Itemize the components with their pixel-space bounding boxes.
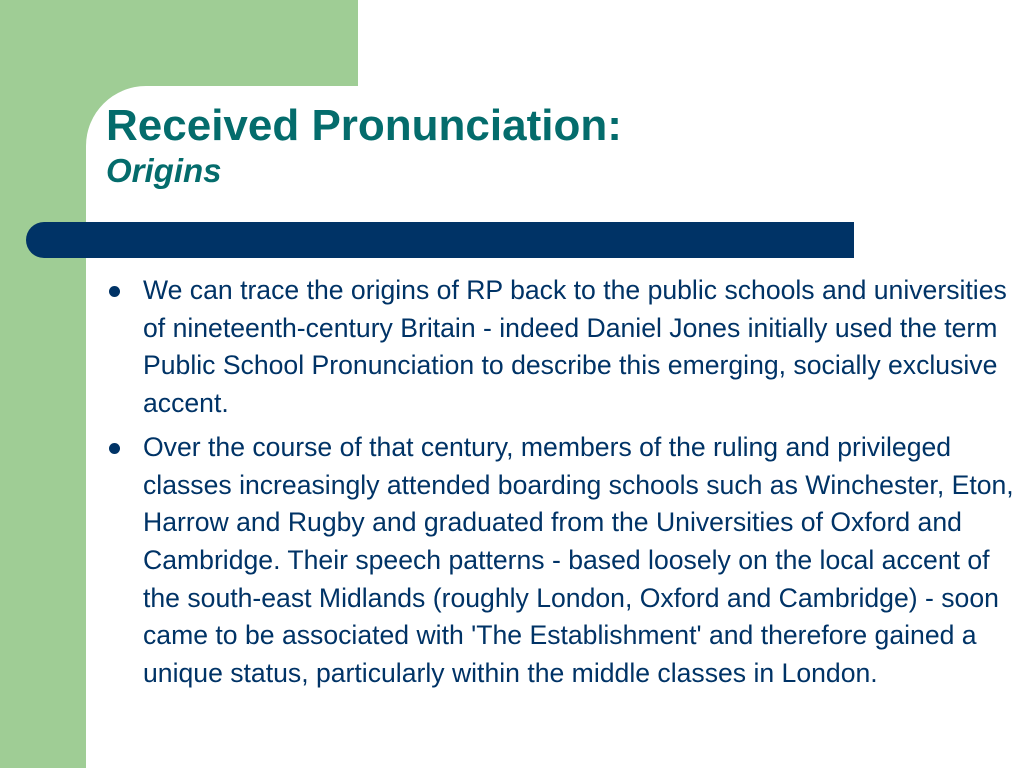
bullet-list: [106, 272, 1016, 699]
slide-title: Received Pronunciation:: [106, 101, 622, 150]
bullet-dot-icon: [109, 443, 120, 454]
bullet-item: [106, 429, 1016, 693]
bullet-text: Over the course of that century, members of the ruling and privileged classes increasingly attended boarding schools such as Winchester, Eton, Harrow and Rugby and graduated from the Universities of Oxford and Cambridge. Their speech patterns - based loosely on the local accent of the south-east Midlands (roughly London, Oxford and Cambridge) - soon came to be associated with 'The Establishment' and therefore gained a unique status, particularly within the middle classes in London.: [143, 431, 1014, 689]
slide-subtitle: Origins: [106, 152, 222, 189]
divider-bar: [26, 222, 854, 258]
title-block: [106, 100, 986, 190]
bullet-text: We can trace the origins of RP back to the public schools and universities of nineteenth-century Britain - indeed Daniel Jones initially used the term Public School Pronunciation to describe this emerging, socially exclusive accent.: [143, 275, 1007, 419]
bullet-dot-icon: [109, 286, 120, 297]
bullet-item: [106, 272, 1016, 423]
